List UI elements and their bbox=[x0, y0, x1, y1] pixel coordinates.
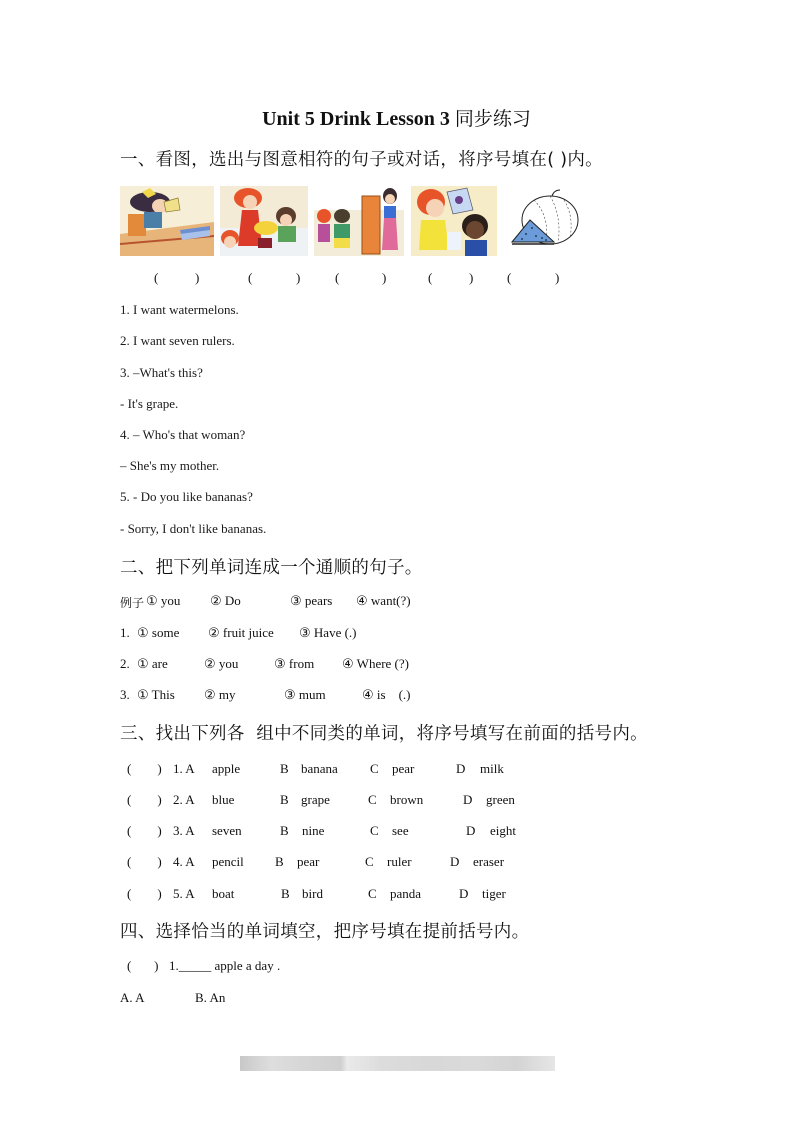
word-option: ③ from bbox=[274, 656, 315, 671]
row-number: 1. bbox=[120, 625, 130, 640]
word-option: ② my bbox=[204, 687, 236, 702]
option-b: banana bbox=[301, 761, 338, 776]
blank-4-open[interactable]: ( bbox=[428, 270, 433, 285]
option-c: pear bbox=[392, 761, 415, 776]
option-d-label: D bbox=[466, 823, 476, 838]
question-number: 2. A bbox=[173, 792, 195, 807]
word-option: ① you bbox=[146, 593, 181, 608]
option-a: pencil bbox=[212, 854, 244, 869]
option-c: ruler bbox=[387, 854, 412, 869]
option-c-label: C bbox=[365, 854, 374, 869]
section4-heading: 四、选择恰当的单词填空，把序号填在提前括号内。 bbox=[120, 922, 530, 942]
dialog-5-answer: - Sorry, I don't like bananas. bbox=[120, 521, 267, 536]
row-number: 3. bbox=[120, 687, 130, 702]
answer-bracket[interactable]: ( ) bbox=[127, 761, 162, 776]
option-d: eight bbox=[490, 823, 516, 838]
word-option: ① This bbox=[137, 687, 175, 702]
word-option: ① some bbox=[137, 625, 180, 640]
word-option: ② you bbox=[204, 656, 239, 671]
option-c: brown bbox=[390, 792, 424, 807]
section2-heading: 二、把下列单词连成一个通顺的句子。 bbox=[120, 558, 423, 578]
blank-2-close: ) bbox=[296, 270, 301, 285]
answer-bracket[interactable]: ( ) bbox=[127, 958, 159, 973]
option-b: B. An bbox=[195, 990, 226, 1005]
option-d-label: D bbox=[459, 886, 469, 901]
section1-heading: 一、看图，选出与图意相符的句子或对话，将序号填在( )内。 bbox=[120, 150, 603, 170]
section3-heading: 三、找出下列各 组中不同类的单词，将序号填写在前面的括号内。 bbox=[120, 724, 648, 744]
option-d: milk bbox=[480, 761, 504, 776]
option-b: pear bbox=[297, 854, 320, 869]
blank-1-close: ) bbox=[195, 270, 200, 285]
option-b-label: B bbox=[275, 854, 284, 869]
question-number: 1. A bbox=[173, 761, 195, 776]
option-d: green bbox=[486, 792, 515, 807]
answer-bracket[interactable]: ( ) bbox=[127, 886, 162, 901]
blank-3-close: ) bbox=[382, 270, 387, 285]
option-a: seven bbox=[212, 823, 242, 838]
word-option: ③ Have (.) bbox=[299, 625, 357, 640]
option-a: boat bbox=[212, 886, 235, 901]
answer-bracket[interactable]: ( ) bbox=[127, 792, 162, 807]
title-english: Unit 5 Drink Lesson 3 bbox=[262, 108, 450, 130]
word-option: ④ want(?) bbox=[356, 593, 411, 608]
option-c-label: C bbox=[370, 823, 379, 838]
option-c-label: C bbox=[368, 886, 377, 901]
page-title bbox=[0, 104, 793, 131]
question-number: 3. A bbox=[173, 823, 195, 838]
option-d-label: D bbox=[456, 761, 466, 776]
option-d: eraser bbox=[473, 854, 505, 869]
blurred-footer-watermark bbox=[240, 1056, 555, 1071]
question-number: 4. A bbox=[173, 854, 195, 869]
question-number: 5. A bbox=[173, 886, 195, 901]
picture-answer-blanks bbox=[0, 270, 793, 290]
picture-watermelon bbox=[506, 186, 582, 256]
option-d: tiger bbox=[482, 886, 506, 901]
option-a: A. A bbox=[120, 990, 145, 1005]
dialog-4-answer: – She's my mother. bbox=[120, 458, 220, 473]
option-b-label: B bbox=[280, 792, 289, 807]
word-option: ④ Where (?) bbox=[342, 656, 409, 671]
word-option: ③ mum bbox=[284, 687, 326, 702]
picture-girl-with-bananas bbox=[220, 186, 308, 256]
option-b-label: B bbox=[280, 761, 289, 776]
dialog-5-question: 5. - Do you like bananas? bbox=[120, 489, 253, 504]
answer-bracket[interactable]: ( ) bbox=[127, 823, 162, 838]
word-option: ② fruit juice bbox=[208, 625, 274, 640]
option-b: grape bbox=[301, 792, 330, 807]
picture-girl-showing-grape-card bbox=[411, 186, 497, 256]
option-d-label: D bbox=[450, 854, 460, 869]
blank-5-open[interactable]: ( bbox=[507, 270, 512, 285]
option-b-label: B bbox=[280, 823, 289, 838]
dialog-4-question: 4. – Who's that woman? bbox=[120, 427, 246, 442]
dialog-3-question: 3. –What's this? bbox=[120, 365, 203, 380]
row-number: 2. bbox=[120, 656, 130, 671]
sentence-1: 1. I want watermelons. bbox=[120, 302, 239, 317]
picture-woman-with-rulers bbox=[120, 186, 214, 256]
option-b: bird bbox=[302, 886, 323, 901]
picture-children-and-mother-at-door bbox=[314, 186, 404, 256]
blank-3-open[interactable]: ( bbox=[335, 270, 340, 285]
answer-bracket[interactable]: ( ) bbox=[127, 854, 162, 869]
title-chinese: 同步练习 bbox=[454, 108, 531, 130]
option-c-label: C bbox=[368, 792, 377, 807]
option-d-label: D bbox=[463, 792, 473, 807]
word-option: ① are bbox=[137, 656, 168, 671]
option-b: nine bbox=[302, 823, 325, 838]
sentence-2: 2. I want seven rulers. bbox=[120, 333, 235, 348]
option-b-label: B bbox=[281, 886, 290, 901]
option-c-label: C bbox=[370, 761, 379, 776]
dialog-3-answer: - It's grape. bbox=[120, 396, 179, 411]
blank-4-close: ) bbox=[469, 270, 474, 285]
option-c: see bbox=[392, 823, 409, 838]
option-a: blue bbox=[212, 792, 235, 807]
option-c: panda bbox=[390, 886, 422, 901]
option-a: apple bbox=[212, 761, 241, 776]
example-label: 例子 bbox=[120, 596, 145, 610]
blank-2-open[interactable]: ( bbox=[248, 270, 253, 285]
word-option: ② Do bbox=[210, 593, 241, 608]
question-text: 1._____ apple a day . bbox=[169, 958, 281, 973]
blank-5-close: ) bbox=[555, 270, 560, 285]
word-option: ④ is (.) bbox=[362, 687, 411, 702]
word-option: ③ pears bbox=[290, 593, 333, 608]
blank-1-open[interactable]: ( bbox=[154, 270, 159, 285]
